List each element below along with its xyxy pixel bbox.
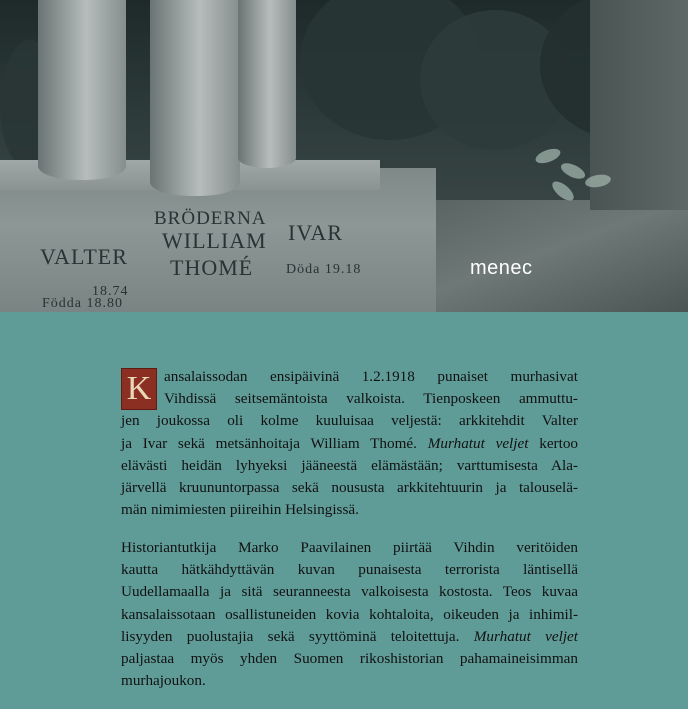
text-line (121, 433, 578, 455)
text-span: lisyyden puolustajia sekä syyttöminä teloitettuja. (121, 627, 460, 645)
drop-cap: K (121, 368, 157, 410)
text-line: kautta hätkähdyttävän kuvan punaisesta terrorista läntisellä (121, 561, 578, 579)
description-panel (0, 312, 688, 709)
carving-broderna: BRÖDERNA (154, 208, 267, 229)
stone-pillar (38, 0, 126, 180)
text-line: paljastaa myös yhden Suomen rikoshistorian pahamaineisimman (121, 650, 578, 668)
text-line: ansalaissodan ensipäivinä 1.2.1918 punaiset murhasivat (164, 368, 578, 385)
carving-born: Födda 18.80 (42, 296, 123, 311)
text-span: jen joukossa oli kolme kuuluisaa veljestä: arkkitehdit Valter (121, 412, 578, 430)
carving-thome: THOMÉ (170, 255, 254, 280)
book-title: Murhatut veljet (473, 627, 579, 645)
text-line: Uudellamaalla ja sitä seuranneesta valkoisesta kostosta. Teos kuvaa (121, 583, 578, 601)
carving-died: Döda 19.18 (286, 262, 362, 277)
cover-photo (0, 0, 688, 312)
stone-pillar (238, 0, 296, 168)
carving-ivar: IVAR (288, 220, 343, 245)
plant-leaf (559, 160, 588, 182)
description-paragraph-2 (121, 537, 578, 692)
text-line: män nimimiesten piireihin Helsingissä. (121, 501, 359, 519)
text-line: Historiantutkija Marko Paavilainen piirtää Vihdin veritöiden (121, 539, 578, 556)
carving-william: WILLIAM (162, 228, 267, 253)
text-line: kansalaissotaan osallistuneiden kovia kohtaloita, oikeuden ja inhimil- (121, 605, 578, 623)
text-line (121, 626, 578, 648)
text-line (121, 410, 578, 432)
text-span: ja Ivar sekä metsänhoitaja William Thomé. (121, 434, 417, 452)
book-title: Murhatut veljet (427, 434, 529, 452)
carving-valter: VALTER (40, 244, 128, 269)
text-line: elävästi heidän lyhyeksi jääneestä elämästään; varttumisesta Ala- (121, 456, 578, 474)
watermark: menec (470, 257, 533, 279)
text-line: Vihdissä seitsemäntoista valkoista. Tienposkeen ammuttu- (164, 390, 578, 408)
text-line: järvellä kruununtorpassa sekä noususta arkkitehtuurin ja talouselä- (121, 479, 578, 497)
plant-leaf (534, 146, 563, 166)
stone-pillar (150, 0, 240, 196)
text-line: murhajoukon. (121, 672, 206, 690)
text-span: kertoo (528, 434, 579, 452)
carving-birth-year: 18.74 (92, 284, 129, 299)
description-paragraph-1 (121, 366, 578, 521)
